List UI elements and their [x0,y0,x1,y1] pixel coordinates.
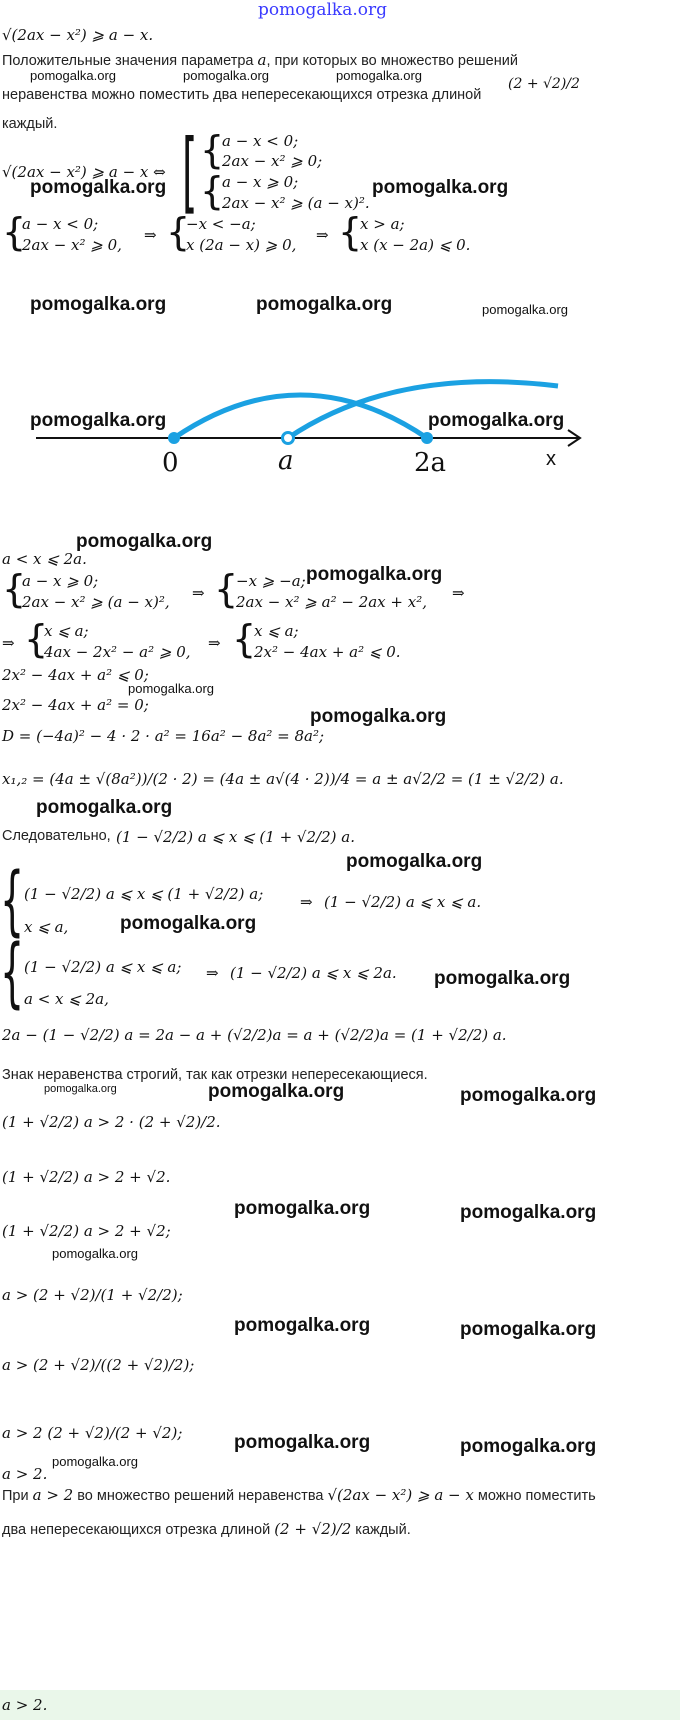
arrow-s9: ⇒ [300,893,313,911]
problem-text-part2: , при которых во множество решений [266,53,518,69]
watermark: pomogalka.org [208,1081,345,1102]
step-s3c: x ⩽ a; [254,622,299,640]
brace-sys1: { [200,128,225,172]
step-s2c: −x ⩾ −a; [236,572,306,590]
watermark: pomogalka.org [76,531,213,552]
step-s10c: (1 − √2/2) a ⩽ x ⩽ 2a. [230,964,397,982]
case1-mid-line1: −x < −a; [186,215,256,233]
brace-s2-left: { [2,567,27,611]
case1-right-line2: x (x − 2a) ⩽ 0. [360,236,471,254]
watermark: pomogalka.org [234,1432,371,1453]
arrow-s3-mid: ⇒ [208,634,221,652]
watermark: pomogalka.org [310,706,447,727]
arrow-s3: ⇒ [2,634,15,652]
brace-s3-right: { [232,617,257,661]
problem-param: a [257,51,267,69]
watermark: pomogalka.org [44,1083,117,1095]
point-0 [168,432,180,444]
equivalence-lhs: √(2ax − x²) ⩾ a − x ⇔ [2,163,166,181]
step-s1: a < x ⩽ 2a. [2,550,87,568]
sys1-line2: 2ax − x² ⩾ 0; [222,152,323,170]
step-s7: x₁,₂ = (4a ± √(8a²))/(2 · 2) = (4a ± a√(4 · 2))/4 = a ± a√2/2 = (1 ± √2/2) a. [2,770,564,788]
watermark: pomogalka.org [234,1315,371,1336]
case1-mid-line2: x (2a − x) ⩾ 0, [186,236,297,254]
watermark: pomogalka.org [30,294,167,315]
step-s2b: 2ax − x² ⩾ (a − x)², [22,593,170,611]
arrow-s2: ⇒ [192,584,205,602]
brace-case1-left: { [2,210,27,254]
answer-bar [0,1690,680,1720]
watermark: pomogalka.org [183,68,269,83]
step-s15: (1 + √2/2) a > 2 + √2; [2,1222,171,1240]
brace-s2-right: { [214,567,239,611]
case1-right-line1: x > a; [360,215,405,233]
segment-length-fraction: (2 + √2)/2 [508,76,580,92]
sys2-line1: a − x ⩾ 0; [222,173,299,191]
conclusion-text-e: можно поместить [477,1488,596,1504]
step-s17: a > (2 + √2)/((2 + √2)/2); [2,1356,195,1374]
watermark: pomogalka.org [336,68,422,83]
step-s5: 2x² − 4ax + a² = 0; [2,696,149,714]
case1-arrow1: ⇒ [144,226,157,244]
brace-sys2: { [200,169,225,213]
step-s9a: (1 − √2/2) a ⩽ x ⩽ (1 + √2/2) a; [24,885,264,903]
watermark: pomogalka.org [434,968,571,989]
step-s9b: x ⩽ a, [24,918,69,936]
arrow-s2-end: ⇒ [452,584,465,602]
step-s2d: 2ax − x² ⩾ a² − 2ax + x², [236,593,427,611]
watermark: pomogalka.org [120,913,257,934]
watermark: pomogalka.org [460,1085,597,1106]
brace-case1-right: { [338,210,363,254]
watermark: pomogalka.org [428,410,565,431]
label-x-axis: x [546,448,556,470]
label-2a: 2a [414,448,447,478]
brace-case1-mid: { [166,210,191,254]
problem-text-part1: Положительные значения параметра [2,53,254,69]
step-s3b: 4ax − 2x² − a² ⩾ 0, [44,643,191,661]
step-s2a: a − x ⩾ 0; [22,572,99,590]
step-s8: (1 − √2/2) a ⩽ x ⩽ (1 + √2/2) a. [116,828,355,846]
watermark: pomogalka.org [52,1454,138,1469]
step-s16: a > (2 + √2)/(1 + √2/2); [2,1286,183,1304]
step-s10b: a < x ⩽ 2a, [24,990,109,1008]
sys2-line2: 2ax − x² ⩾ (a − x)². [222,194,370,212]
watermark: pomogalka.org [460,1202,597,1223]
step-s12: Знак неравенства строгий, так как отрезки непересекающиеся. [2,1067,428,1083]
watermark: pomogalka.org [30,177,167,198]
watermark: pomogalka.org [128,681,214,696]
conclusion-line2 [2,1520,411,1538]
given-inequality: √(2ax − x²) ⩾ a − x. [2,26,154,44]
step-s3a: x ⩽ a; [44,622,89,640]
step-s3d: 2x² − 4ax + a² ⩽ 0. [254,643,401,661]
arrow-s10: ⇒ [206,964,219,982]
watermark: pomogalka.org [372,177,509,198]
bracket-left: [ [182,120,198,223]
point-a [283,433,294,444]
conclusion-line1 [2,1486,596,1504]
brace-s10: { [0,927,25,1016]
watermark: pomogalka.org [52,1246,138,1261]
conclusion-text-c: во множество решений неравенства [77,1488,324,1504]
conclusion-text-f: два непересекающихся отрезка длиной [2,1522,271,1538]
brace-s3-left: { [24,617,49,661]
step-s14: (1 + √2/2) a > 2 + √2. [2,1168,171,1186]
answer-text: a > 2. [2,1696,48,1714]
sys1-line1: a − x < 0; [222,132,299,150]
watermark: pomogalka.org [482,302,568,317]
step-s4: 2x² − 4ax + a² ⩽ 0; [2,666,149,684]
step-s19: a > 2. [2,1465,48,1483]
step-s11: 2a − (1 − √2/2) a = 2a − a + (√2/2)a = a + (√2/2)a = (1 + √2/2) a. [2,1026,507,1044]
brace-s9: { [0,855,25,944]
label-0: 0 [162,448,179,478]
watermark: pomogalka.org [346,851,483,872]
step-s10a: (1 − √2/2) a ⩽ x ⩽ a; [24,958,182,976]
conclusion-text-a: При [2,1488,29,1504]
watermark: pomogalka.org [460,1319,597,1340]
watermark: pomogalka.org [460,1436,597,1457]
step-s6: D = (−4a)² − 4 · 2 · a² = 16a² − 8a² = 8a²; [2,727,325,745]
problem-text-line2: неравенства можно поместить два непересекающихся отрезка длиной [2,87,482,103]
problem-text-line1 [2,51,518,69]
step-s18: a > 2 (2 + √2)/(2 + √2); [2,1424,183,1442]
watermark: pomogalka.org [256,294,393,315]
step-s8-word: Следовательно, [2,828,111,844]
conclusion-condition: a > 2 [32,1486,74,1504]
problem-text-line3: каждый. [2,116,58,132]
watermark: pomogalka.org [30,68,116,83]
case1-left-line1: a − x < 0; [22,215,99,233]
watermark: pomogalka.org [234,1198,371,1219]
step-s13: (1 + √2/2) a > 2 · (2 + √2)/2. [2,1113,221,1131]
case1-arrow2: ⇒ [316,226,329,244]
watermark: pomogalka.org [30,410,167,431]
conclusion-inequality: √(2ax − x²) ⩾ a − x [327,1486,474,1504]
label-a: a [278,446,294,476]
step-s9c: (1 − √2/2) a ⩽ x ⩽ a. [324,893,482,911]
point-2a [421,432,433,444]
case1-left-line2: 2ax − x² ⩾ 0, [22,236,122,254]
watermark: pomogalka.org [306,564,443,585]
conclusion-text-g: каждый. [355,1522,411,1538]
watermark: pomogalka.org [36,797,173,818]
site-header-link[interactable]: pomogalka.org [258,0,388,20]
conclusion-fraction: (2 + √2)/2 [274,1520,352,1538]
